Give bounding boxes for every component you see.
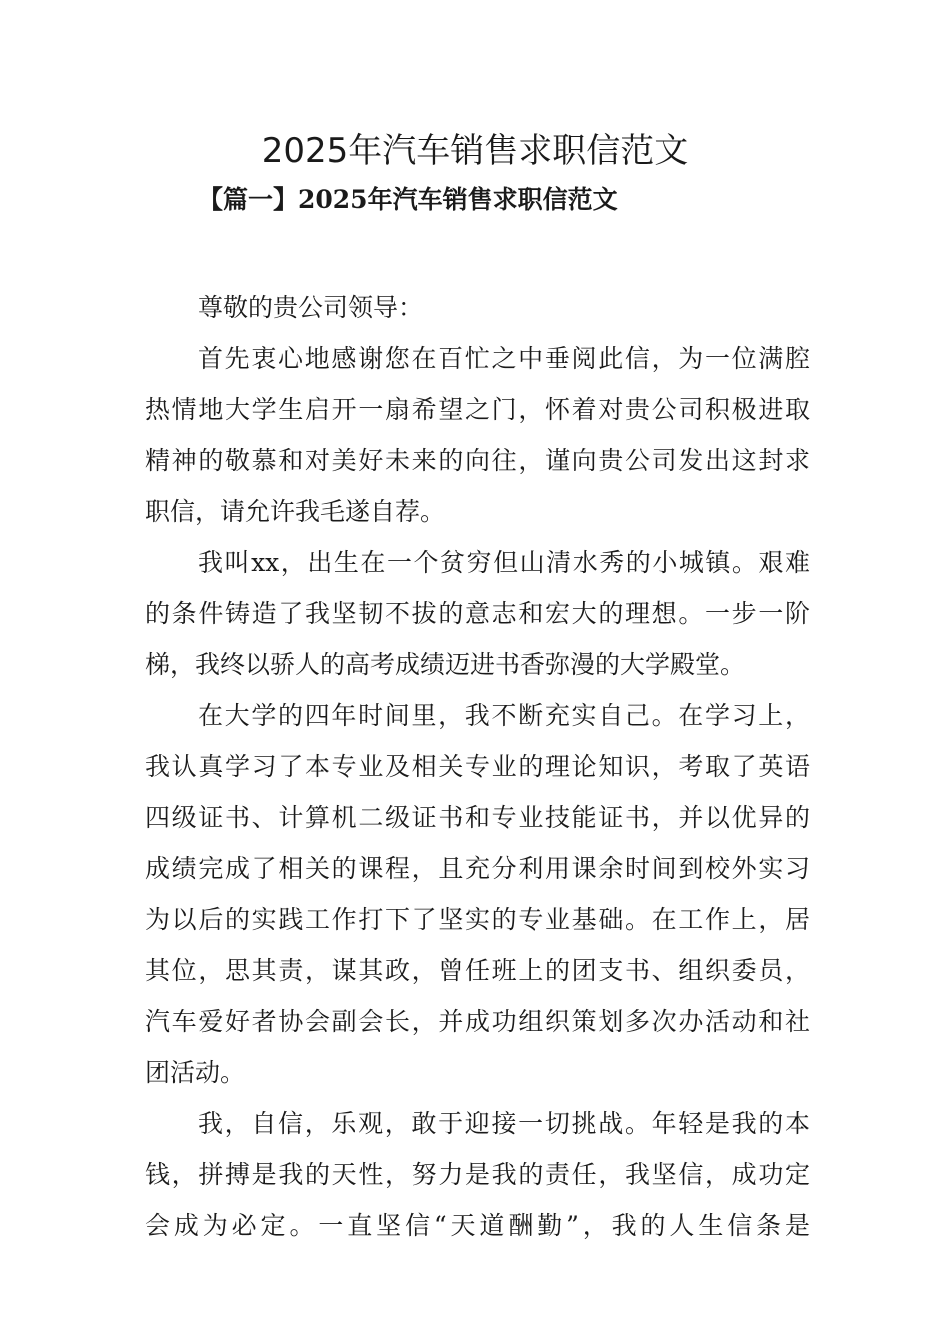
- letter-line: 四级证书、计算机二级证书和专业技能证书，并以优异的: [145, 803, 810, 832]
- letter-line: 在大学的四年时间里，我不断充实自己。在学习上，: [198, 701, 810, 730]
- letter-line: 会成为必定。一直坚信“天道酬勤”，我的人生信条是: [145, 1211, 810, 1240]
- letter-line: 团活动。: [145, 1058, 246, 1087]
- letter-line: 为以后的实践工作打下了坚实的专业基础。在工作上，居: [145, 905, 810, 934]
- section-heading: 【篇一】2025年汽车销售求职信范文: [198, 185, 618, 214]
- letter-line: 我叫xx，出生在一个贫穷但山清水秀的小城镇。艰难: [198, 548, 810, 577]
- letter-line: 成绩完成了相关的课程，且充分利用课余时间到校外实习: [145, 854, 810, 883]
- letter-line: 精神的敬慕和对美好未来的向往，谨向贵公司发出这封求: [145, 446, 810, 475]
- letter-line: 热情地大学生启开一扇希望之门，怀着对贵公司积极进取: [145, 395, 810, 424]
- letter-line: 我，自信，乐观，敢于迎接一切挑战。年轻是我的本: [198, 1109, 810, 1138]
- document-title: 2025年汽车销售求职信范文: [261, 131, 689, 171]
- letter-line: 我认真学习了本专业及相关专业的理论知识，考取了英语: [145, 752, 810, 781]
- letter-line: 钱，拼搏是我的天性，努力是我的责任，我坚信，成功定: [145, 1160, 810, 1189]
- letter-line: 汽车爱好者协会副会长，并成功组织策划多次办活动和社: [145, 1007, 810, 1036]
- letter-line: 首先衷心地感谢您在百忙之中垂阅此信，为一位满腔: [198, 344, 810, 373]
- letter-line: 尊敬的贵公司领导：: [198, 293, 424, 322]
- letter-line: 其位，思其责，谋其政，曾任班上的团支书、组织委员，: [145, 956, 810, 985]
- letter-line: 的条件铸造了我坚韧不拔的意志和宏大的理想。一步一阶: [145, 599, 810, 628]
- letter-line: 职信，请允许我毛遂自荐。: [145, 497, 446, 526]
- letter-line: 梯，我终以骄人的高考成绩迈进书香弥漫的大学殿堂。: [145, 650, 746, 679]
- letter-body: [145, 282, 810, 1251]
